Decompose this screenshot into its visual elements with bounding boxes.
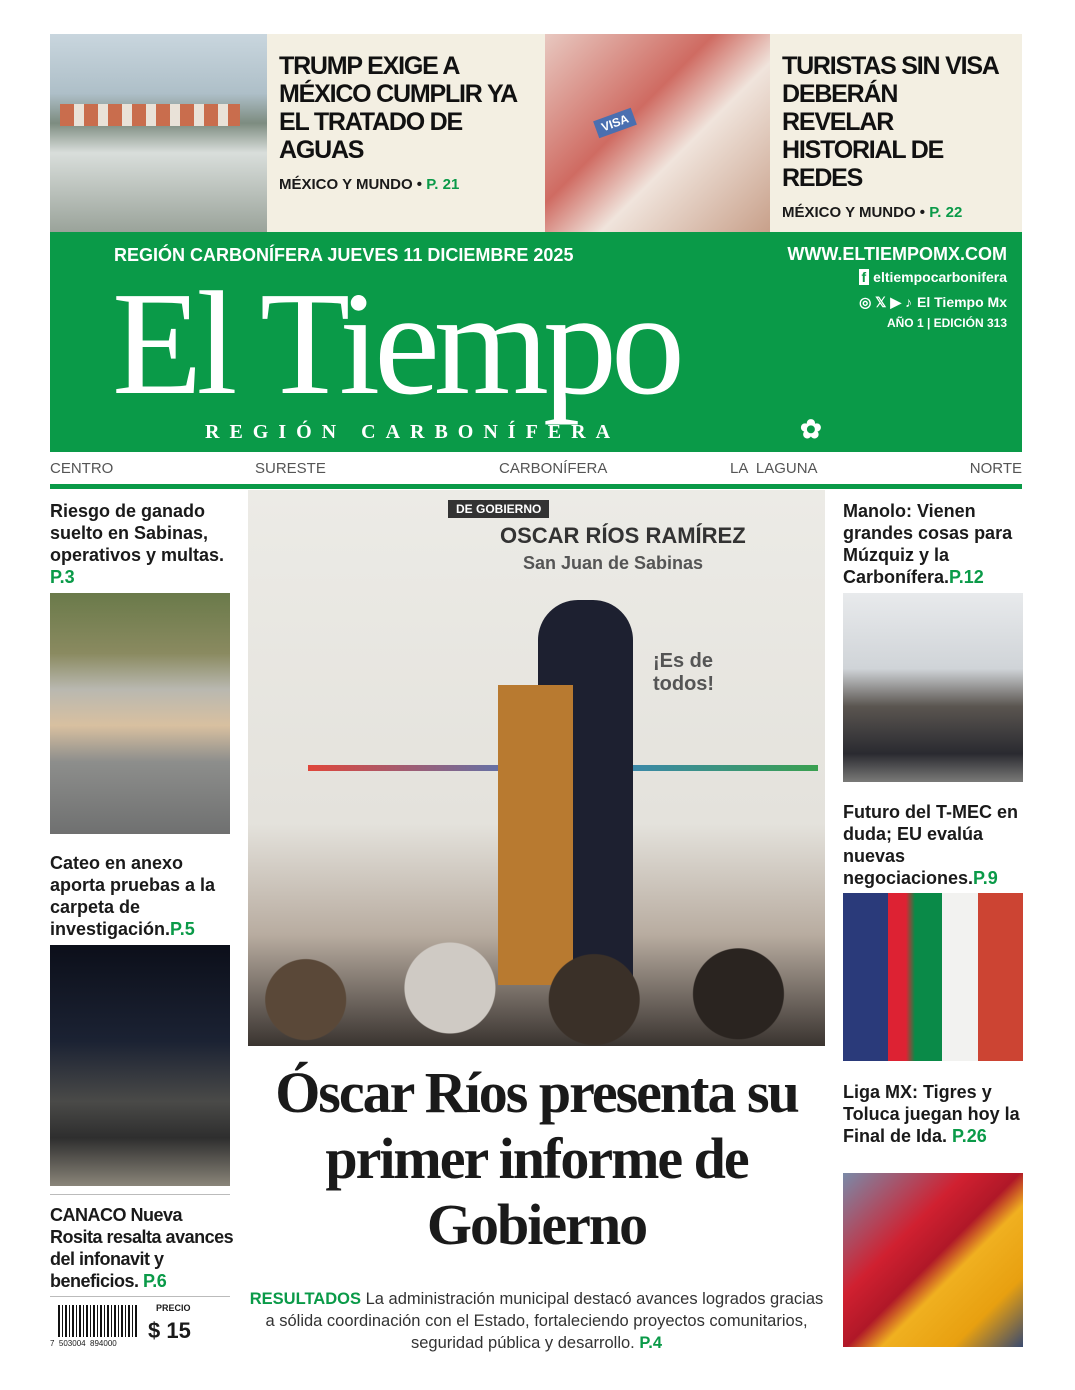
audience (248, 930, 825, 1046)
teaser-water-treaty[interactable] (267, 34, 545, 232)
visa-label: VISA (593, 108, 637, 139)
story-text: Riesgo de ganado suelto en Sabinas, operativos y multas. (50, 501, 225, 565)
banner-city: San Juan de Sabinas (523, 553, 704, 573)
story-cateo[interactable] (50, 852, 235, 940)
kicker: RESULTADOS (249, 1290, 361, 1308)
story-page: P.5 (170, 919, 195, 939)
story-text: Cateo en anexo aporta pruebas a la carpeta de investigación. (50, 853, 216, 939)
dateline: REGIÓN CARBONÍFERA JUEVES 11 DICIEMBRE 2025 (114, 245, 574, 265)
facebook-handle[interactable] (859, 269, 1008, 285)
teaser-headline: TRUMP EXIGE A MÉXICO CUMPLIR YA EL TRATADO DE AGUAS (279, 52, 517, 164)
main-headline[interactable]: Óscar Ríos presenta su primer informe de Gobierno (275, 1060, 798, 1257)
story-page: P.3 (50, 567, 75, 587)
facebook-text: eltiempocarbonifera (873, 269, 1007, 285)
flags-photo (843, 893, 1023, 1061)
nav-sureste[interactable]: SURESTE (255, 460, 326, 477)
social-icons: ◎ 𝕏 ▶ ♪ (859, 294, 913, 310)
lede-text: La administración municipal destacó avances logrados gracias a sólida coordinación con el Estado, fortaleciendo proyectos comunitarios, seguridad pública y desarrollo. (265, 1290, 824, 1352)
social-handle[interactable] (859, 294, 1007, 311)
section-nav (50, 460, 1022, 489)
nav-carbonifera[interactable]: CARBONÍFERA (499, 460, 608, 477)
barcode-number: 7 503004 894000 (50, 1339, 117, 1348)
slogan: ¡Es de todos! (653, 650, 715, 695)
edition: AÑO 1 | EDICIÓN 313 (886, 316, 1007, 330)
story-text: Manolo: Vienen grandes cosas para Múzquiz y la Carbonífera. (843, 501, 1013, 587)
story-text: CANACO Nueva Rosita resalta avances del infonavit y beneficios. (50, 1205, 234, 1291)
soccer-photo (843, 1173, 1023, 1347)
story-page: P.6 (143, 1271, 167, 1291)
lede-page: P.4 (639, 1334, 663, 1352)
website-link[interactable]: WWW.ELTIEMPOMX.COM (787, 244, 1007, 264)
story-page: P.9 (973, 868, 998, 888)
story-ganado[interactable] (50, 500, 235, 588)
price-label: PRECIO (156, 1303, 191, 1313)
story-page: P.26 (952, 1126, 987, 1146)
story-page: P.12 (949, 567, 984, 587)
story-liga-mx[interactable] (843, 1081, 1025, 1147)
story-manolo[interactable] (843, 500, 1025, 588)
nav-la-laguna[interactable]: LA LAGUNA (730, 460, 818, 477)
social-text: El Tiempo Mx (917, 294, 1007, 310)
teaser-section: MÉXICO Y MUNDO • (782, 204, 926, 221)
logo-mark-icon: ✿ (800, 414, 822, 444)
divider (50, 1296, 230, 1297)
story-tmec[interactable] (843, 801, 1025, 889)
nav-norte[interactable]: NORTE (969, 460, 1022, 477)
logo: El Tiempo (112, 262, 679, 426)
price-value: $ 15 (148, 1318, 191, 1343)
story-text: Futuro del T-MEC en duda; EU evalúa nuevas negociaciones. (843, 802, 1018, 888)
masthead (50, 232, 1022, 452)
teaser-section: MÉXICO Y MUNDO • (279, 176, 423, 193)
divider (50, 1194, 230, 1195)
teaser-headline: TURISTAS SIN VISA DEBERÁN REVELAR HISTORIAL DE REDES (782, 52, 998, 192)
story-text: Liga MX: Tigres y Toluca juegan hoy la Final de Ida. (843, 1082, 1020, 1146)
nav-centro[interactable]: CENTRO (50, 460, 114, 477)
teaser-page: P. 21 (426, 176, 460, 193)
barcode (58, 1305, 138, 1337)
cattle-photo (50, 593, 230, 834)
main-photo (248, 490, 825, 1046)
banner-top: DE GOBIERNO (448, 500, 549, 518)
dam-photo (50, 34, 267, 232)
facebook-icon: f (859, 269, 870, 285)
police-photo (50, 945, 230, 1186)
banner-name: OSCAR RÍOS RAMÍREZ (500, 523, 746, 548)
main-lede (248, 1288, 825, 1354)
teaser-visa[interactable] (770, 34, 1022, 232)
story-canaco[interactable] (50, 1204, 235, 1292)
logo-subtitle: REGIÓN CARBONÍFERA (205, 421, 621, 443)
visa-photo (545, 34, 770, 232)
event-photo (843, 593, 1023, 782)
teaser-page: P. 22 (929, 204, 963, 221)
